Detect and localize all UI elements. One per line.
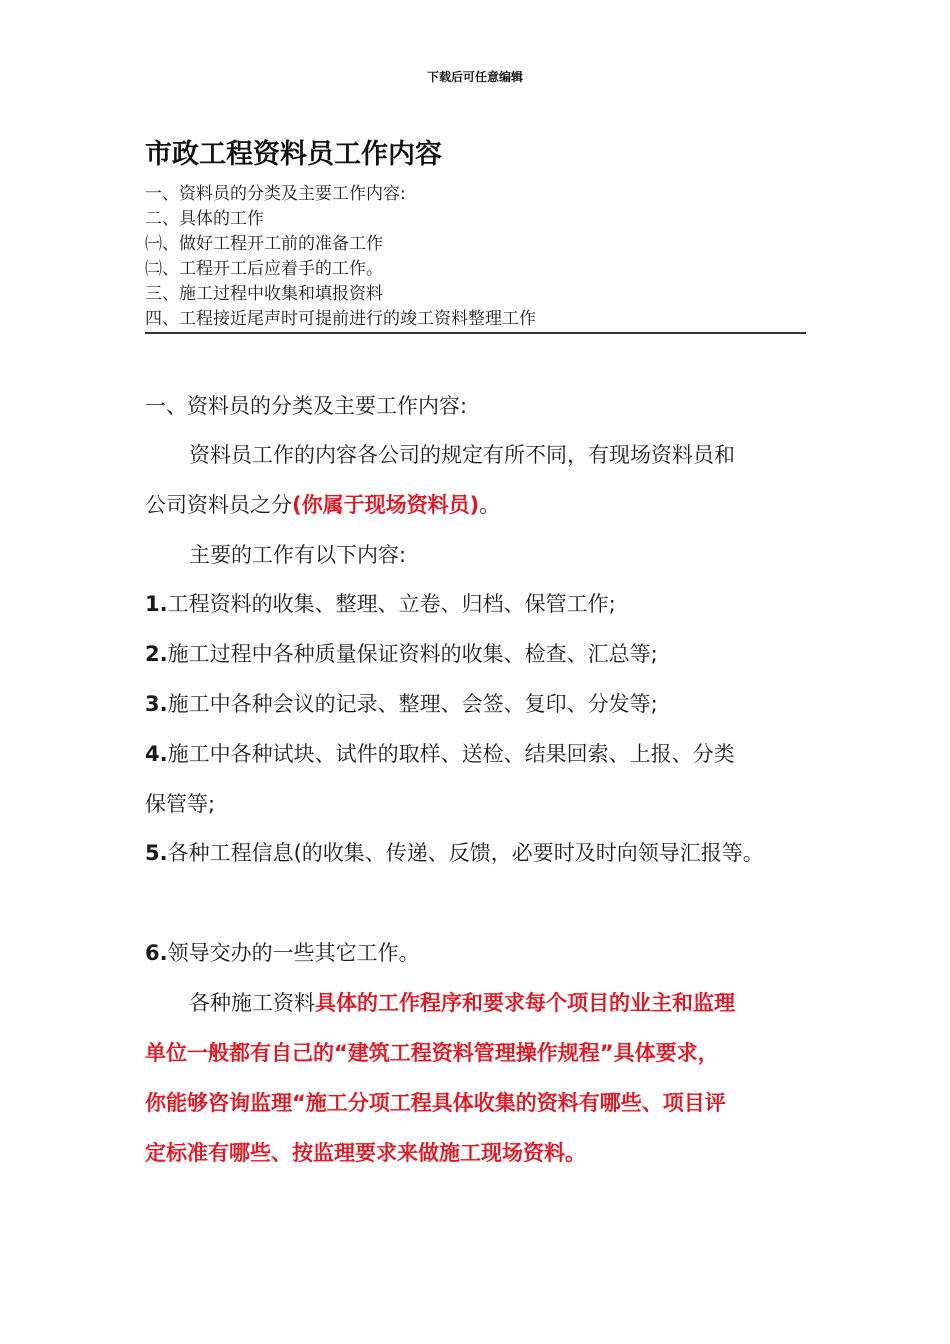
highlight-line: 你能够咨询监理“施工分项工程具体收集的资料有哪些、项目评 [145, 1091, 726, 1115]
list-item [145, 739, 735, 769]
toc-item: 二、具体的工作 [145, 209, 264, 229]
toc-item: 四、工程接近尾声时可提前进行的竣工资料整理工作 [145, 309, 536, 329]
list-text: 各种工程信息(的收集、传递、反馈，必要时及时向领导汇报等。 [167, 841, 764, 865]
list-text: 工程资料的收集、整理、立卷、归档、保管工作; [167, 592, 616, 616]
paragraph-text: 各种施工资料 [189, 991, 315, 1015]
paragraph-text: 。 [479, 493, 501, 517]
list-item [145, 689, 658, 719]
highlight-text: (你属于现场资料员) [292, 493, 480, 517]
list-item [145, 838, 764, 868]
highlight-line: 单位一般都有自己的“建筑工程资料管理操作规程”具体要求， [145, 1041, 719, 1065]
list-item [145, 639, 658, 669]
paragraph-line: 主要的工作有以下内容: [189, 543, 407, 567]
highlight-line: 定标准有哪些、按监理要求来做施工现场资料。 [145, 1141, 586, 1165]
paragraph-line [145, 490, 500, 520]
list-item [145, 589, 616, 619]
toc-item: 一、资料员的分类及主要工作内容: [145, 184, 406, 204]
list-text: 施工过程中各种质量保证资料的收集、检查、汇总等; [167, 642, 658, 666]
table-of-contents [145, 182, 806, 334]
list-number: 5. [145, 841, 168, 865]
document-title: 市政工程资料员工作内容 [145, 139, 442, 170]
list-number: 3. [145, 692, 168, 716]
section-heading: 一、资料员的分类及主要工作内容: [145, 394, 468, 418]
list-number: 2. [145, 642, 168, 666]
highlight-text: 具体的工作程序和要求每个项目的业主和监理 [315, 991, 735, 1015]
list-text: 保管等; [145, 792, 216, 816]
list-text: 领导交办的一些其它工作。 [167, 941, 420, 965]
list-text: 施工中各种会议的记录、整理、会签、复印、分发等; [167, 692, 658, 716]
header-note: 下载后可任意编辑 [426, 70, 523, 84]
list-number: 1. [145, 592, 168, 616]
toc-item: 三、施工过程中收集和填报资料 [145, 284, 383, 304]
paragraph-line: 资料员工作的内容各公司的规定有所不同，有现场资料员和 [189, 443, 735, 467]
list-item [145, 938, 420, 968]
list-number: 6. [145, 941, 168, 965]
list-item-continuation [145, 789, 215, 819]
toc-item: ㈡、工程开工后应着手的工作。 [145, 259, 383, 279]
list-number: 4. [145, 742, 168, 766]
paragraph-line [189, 988, 735, 1018]
paragraph-text: 公司资料员之分 [145, 493, 292, 517]
list-text: 施工中各种试块、试件的取样、送检、结果回索、上报、分类 [167, 742, 735, 766]
toc-item: ㈠、做好工程开工前的准备工作 [145, 234, 383, 254]
